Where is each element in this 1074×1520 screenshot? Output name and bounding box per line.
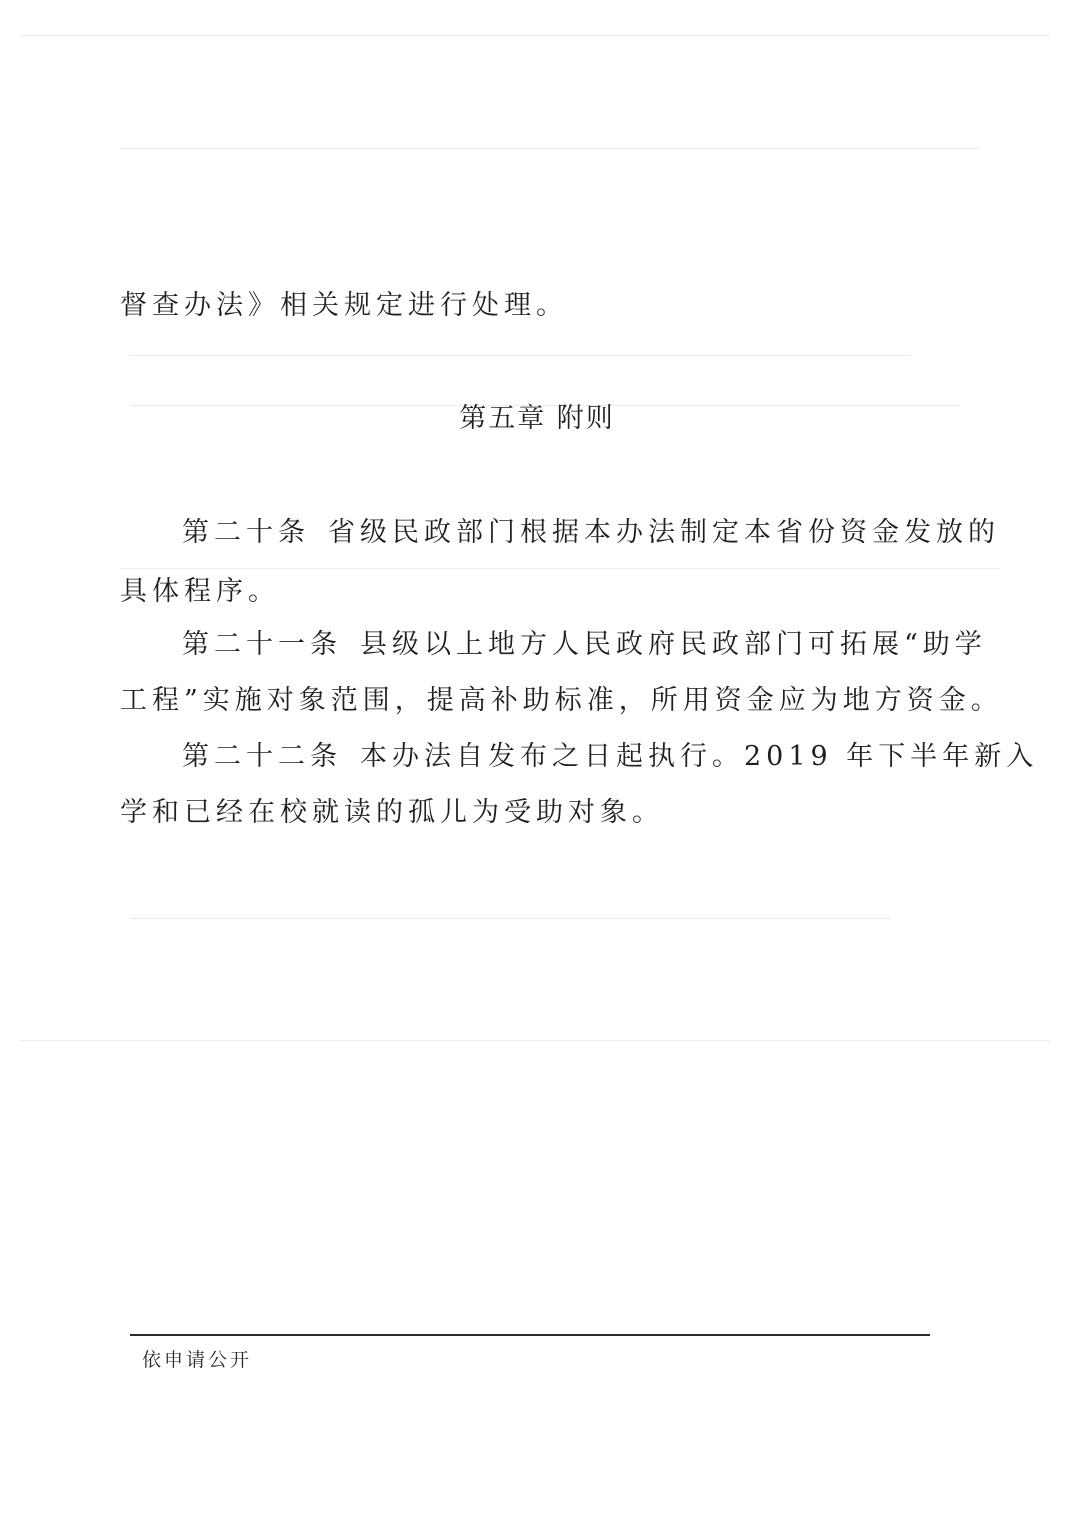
article-21-line-1 [182,625,987,665]
continuation-text: 督查办法》相关规定进行处理。 [120,290,568,321]
scan-artifact-line [130,918,890,919]
article-number: 第二十二条 [182,741,342,772]
article-22-line-1 [182,737,1039,777]
scan-artifact-line [20,35,1050,36]
scan-artifact-line [120,568,1000,569]
article-number: 第二十一条 [182,629,342,660]
scan-artifact-line [120,148,980,149]
chapter-title: 第五章 附则 [459,403,615,434]
disclosure-note: 依申请公开 [142,1349,253,1371]
scan-artifact-line [20,1040,1050,1041]
article-20-line-2: 具体程序。 [120,576,280,607]
article-21-line-2: 工程”实施对象范围，提高补助标准，所用资金应为地方资金。 [120,685,1003,716]
article-22-line-2: 学和已经在校就读的孤儿为受助对象。 [120,797,664,828]
article-number: 第二十条 [182,517,310,548]
scan-artifact-line [130,355,910,356]
article-text: 省级民政部门根据本办法制定本省份资金发放的 [328,517,1000,548]
article-text: 本办法自发布之日起执行。2019 年下半年新入 [360,741,1039,772]
footer-divider [130,1334,930,1336]
article-20-line-1 [182,513,1000,553]
article-text: 县级以上地方人民政府民政部门可拓展“助学 [360,629,987,660]
